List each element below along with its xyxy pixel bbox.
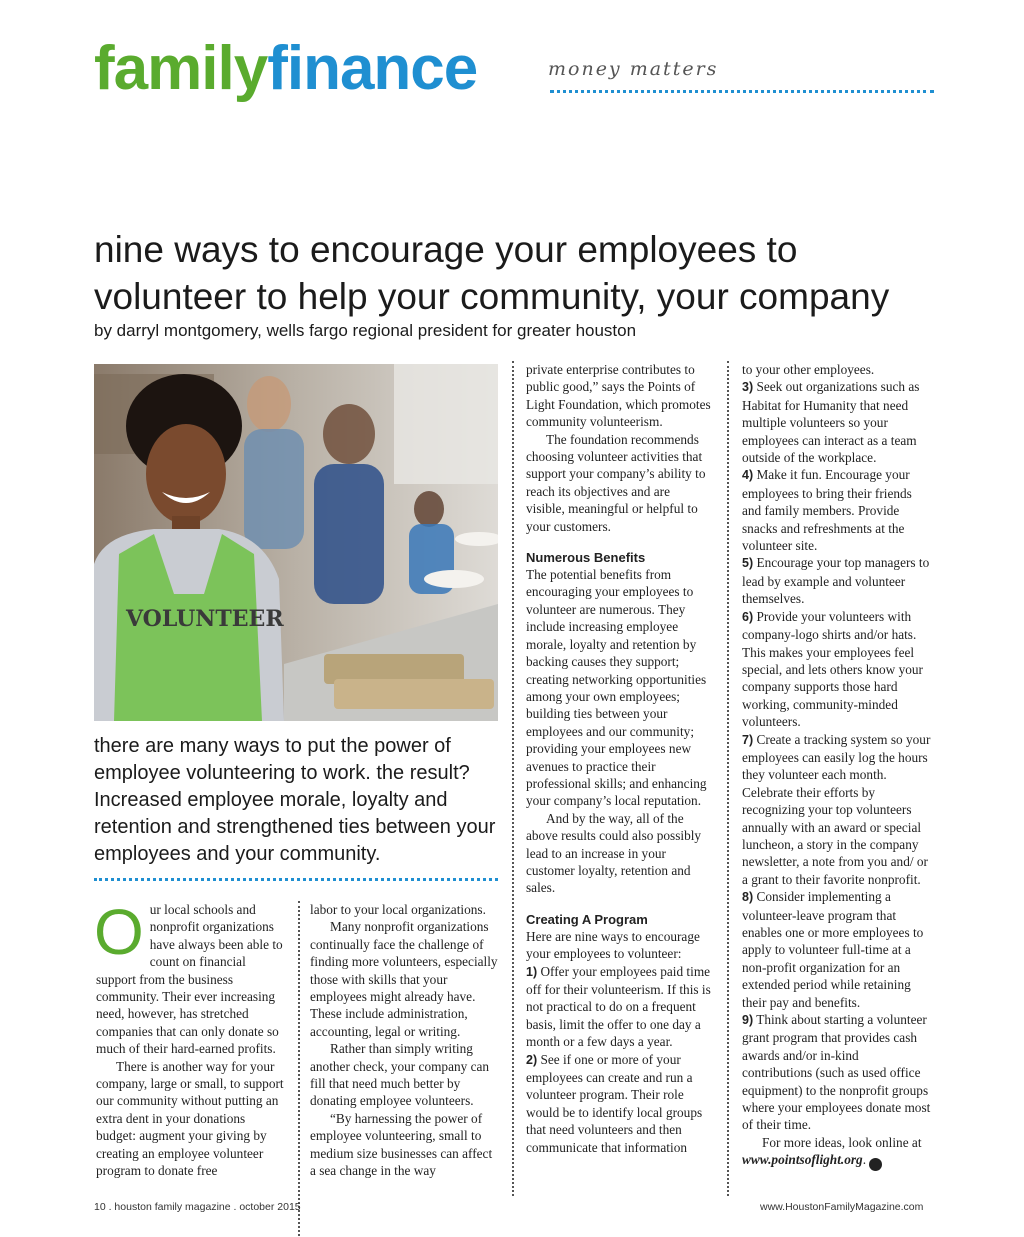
article-column-3: [526, 361, 711, 1156]
paragraph: Here are nine ways to encourage your employees to volunteer:: [526, 928, 700, 962]
list-number: 1): [526, 964, 538, 979]
brand-finance-text: finance: [267, 34, 478, 103]
list-number: 3): [742, 380, 754, 395]
pull-quote-dotted-rule: [94, 878, 498, 881]
website-link[interactable]: www.pointsoflight.org: [742, 1152, 863, 1168]
shirt-text: VOLUNTEER: [126, 606, 284, 632]
subhead-creating-a-program: Creating A Program: [526, 911, 648, 927]
column-divider: [512, 361, 514, 1196]
paragraph: Rather than simply writing another check, your company can fill that need much better by donating employee volunteers.: [310, 1041, 490, 1109]
list-item: [526, 1051, 711, 1156]
list-number: 9): [742, 1013, 754, 1028]
footer-website: www.HoustonFamilyMagazine.com: [760, 1201, 924, 1213]
list-item: [742, 731, 932, 889]
list-item-text: Encourage your top managers to lead by example and volunteer themselves.: [742, 555, 930, 607]
paragraph: Many nonprofit organizations continually face the challenge of finding more volunteers, especially those with skills that your employees might already have. These include administration, accounting, legal or writing.: [310, 919, 498, 1039]
section-tag: money matters: [548, 58, 719, 80]
footer-folio: 10 . houston family magazine . october 2015: [94, 1201, 301, 1213]
paragraph: There is another way for your company, large or small, to support our community without putting an extra dent in your donations budget: augment your giving by creating an employee volunteer program to donate free: [96, 1058, 284, 1179]
drop-cap: O: [94, 896, 144, 968]
paragraph: ur local schools and nonprofit organizations have always been able to count on financial support from the business community. Their ever increasing need, however, has stretched companies that can only donate so much of their hard-earned profits.: [96, 902, 283, 1057]
column-divider: [727, 361, 729, 1196]
brand-family-text: family: [94, 34, 268, 103]
list-number: 8): [742, 890, 754, 905]
list-item: [526, 963, 711, 1051]
article-byline: by darryl montgomery, wells fargo regional president for greater houston: [94, 321, 637, 340]
closing-text: For more ideas, look online at: [762, 1134, 922, 1150]
list-item-text: Consider implementing a volunteer-leave program that enables one or more employees to apply to volunteer full-time at a non-profit organization for an extended period while retaining their pay and benefits.: [742, 889, 924, 1010]
paragraph: “By harnessing the power of employee volunteering, small to medium size businesses can affect a sea change in the way: [310, 1110, 493, 1179]
paragraph: The potential benefits from encouraging your employees to volunteer are numerous. They include increasing employee morale, loyalty and retention by backing causes they support; creating networking opportunities among your own employees; building ties between your employees and our community; providing your employees new avenues to practice their professional skills; and enhancing your company’s local reputation.: [526, 567, 707, 809]
list-number: 6): [742, 609, 754, 624]
header-dotted-rule: [550, 90, 934, 93]
paragraph: private enterprise contributes to public good,” says the Points of Light Foundation, which promotes community volunteerism.: [526, 362, 711, 430]
article-title: nine ways to encourage your employees to volunteer to help your community, your company: [94, 229, 890, 317]
list-item: [742, 554, 932, 607]
column-divider: [298, 901, 300, 1236]
pull-quote: there are many ways to put the power of employee volunteering to work. the result? Increased employee morale, loyalty and retention and strengthened ties between your employees and your community.: [94, 735, 496, 865]
list-item: [742, 1011, 932, 1134]
paragraph: And by the way, all of the above results could also possibly lead to an increase in your customer loyalty, retention and sales.: [526, 810, 702, 896]
brand-logo: [94, 34, 478, 103]
list-item-text: See if one or more of your employees can create and run a volunteer program. Their role would be to identify local groups that need volunteers and then communicate that information: [526, 1051, 703, 1155]
paragraph: to your other employees.: [742, 362, 875, 377]
list-number: 4): [742, 468, 754, 483]
list-number: 7): [742, 732, 754, 747]
list-item: [742, 888, 932, 1011]
paragraph: For more ideas, look online at www.pointsoflight.org. HF: [742, 1134, 932, 1171]
list-item-text: Make it fun. Encourage your employees to bring their friends and family members. Provide snacks and refreshments at the volunteer site.: [742, 467, 912, 554]
article-column-1: [94, 896, 284, 1180]
paragraph: The foundation recommends choosing volunteer activities that support your company’s ability to reach its objectives and are visible, meaningful or helpful to your customers.: [526, 431, 706, 534]
volunteer-photo: [94, 364, 498, 721]
article-column-4: [742, 361, 932, 1171]
list-item: [742, 608, 932, 731]
list-item: [742, 378, 932, 466]
list-item-text: Create a tracking system so your employees can easily log the hours they volunteer each month. Celebrate their efforts by recognizing your top volunteers annually with an award or special luncheon, a story in the company newsletter, a note from you and/ or a grant to their favorite nonprofit.: [742, 731, 931, 887]
list-item: [742, 466, 932, 554]
end-mark-icon: HF: [869, 1158, 882, 1171]
subhead-numerous-benefits: Numerous Benefits: [526, 550, 646, 566]
list-item-text: Offer your employees paid time off for their volunteerism. If this is not practical to do on a frequent basis, limit the offer to one day a month or a few days a year.: [526, 963, 711, 1050]
list-item-text: Seek out organizations such as Habitat for Humanity that need multiple volunteers so your employees can interact as a team outside of the workplace.: [742, 379, 920, 466]
list-number: 5): [742, 556, 754, 571]
list-number: 2): [526, 1052, 538, 1067]
list-item-text: Think about starting a volunteer grant program that provides cash awards and/or in-kind contributions (such as used office equipment) to the nonprofit groups where your employees donate most of their time.: [742, 1012, 931, 1133]
article-column-2: [310, 901, 498, 1180]
list-item-text: Provide your volunteers with company-logo shirts and/or hats. This makes your employees feel special, and lets others know your company supports those hard working, community-minded volunteers.: [742, 608, 923, 730]
paragraph: labor to your local organizations.: [310, 902, 486, 917]
